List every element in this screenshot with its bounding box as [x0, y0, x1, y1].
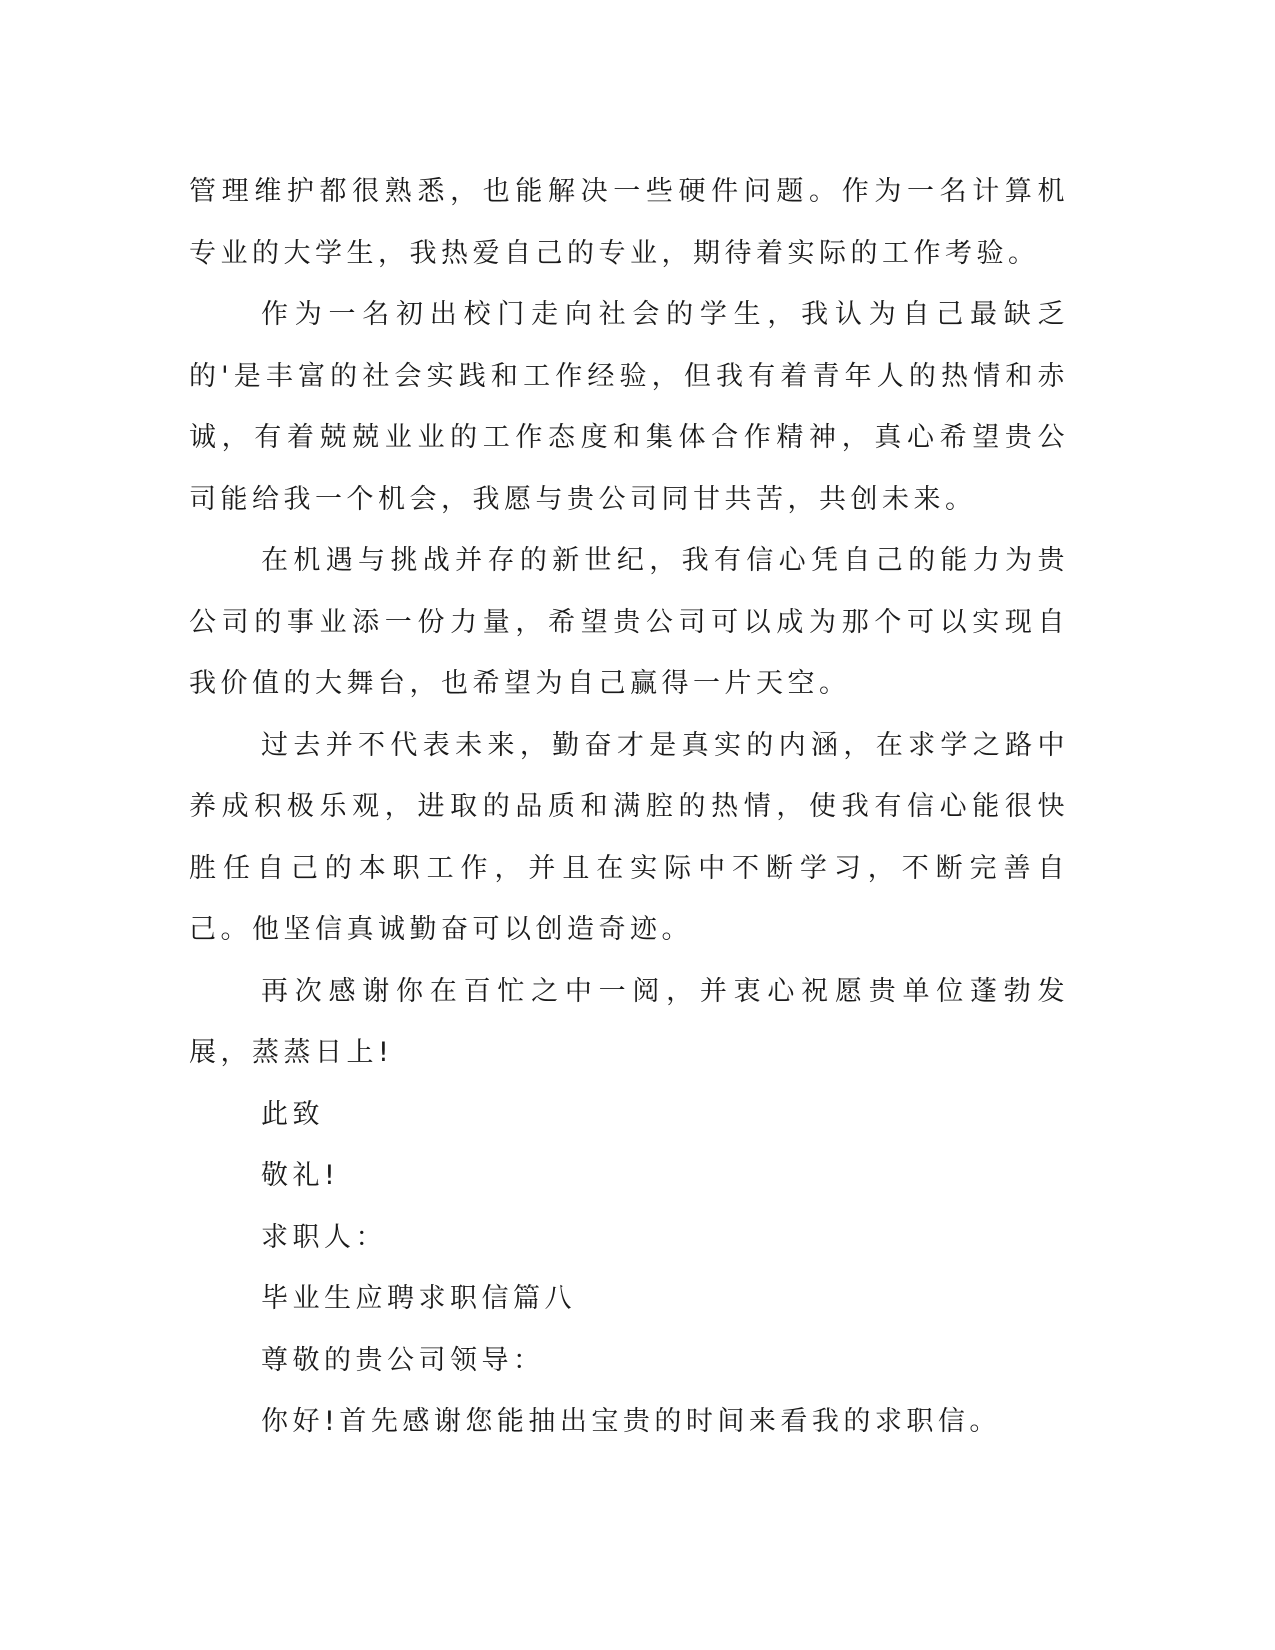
applicant-label: 求职人：: [261, 1221, 387, 1253]
paragraph: 作为一名初出校门走向社会的学生，我认为自己最缺乏的'是丰富的社会实践和工作经验，但我有着青年人的热情和赤诚，有着兢兢业业的工作态度和集体合作精神，真心希望贵公司能给我一个机会，我愿与贵公司同甘共苦，共创未来。: [189, 299, 1069, 515]
closing-regards: 敬礼!: [261, 1160, 340, 1191]
section-title: 毕业生应聘求职信篇八: [261, 1283, 576, 1314]
greeting: 尊敬的贵公司领导：: [261, 1344, 545, 1376]
paragraph-continued: 管理维护都很熟悉，也能解决一些硬件问题。作为一名计算机专业的大学生，我热爱自己的专业，期待着实际的工作考验。: [189, 176, 1069, 269]
letter-body: [189, 161, 1069, 1453]
paragraph: 在机遇与挑战并存的新世纪，我有信心凭自己的能力为贵公司的事业添一份力量，希望贵公司可以成为那个可以实现自我价值的大舞台，也希望为自己赢得一片天空。: [189, 545, 1069, 699]
paragraph: 过去并不代表未来，勤奋才是真实的内涵，在求学之路中养成积极乐观，进取的品质和满腔的热情，使我有信心能很快胜任自己的本职工作，并且在实际中不断学习，不断完善自己。他坚信真诚勤奋可以创造奇迹。: [189, 729, 1069, 945]
closing-salutation: 此致: [261, 1098, 324, 1130]
paragraph: 再次感谢你在百忙之中一阅，并衷心祝愿贵单位蓬勃发展，蒸蒸日上!: [189, 975, 1069, 1068]
opening-line: 你好!首先感谢您能抽出宝贵的时间来看我的求职信。: [261, 1406, 1001, 1437]
